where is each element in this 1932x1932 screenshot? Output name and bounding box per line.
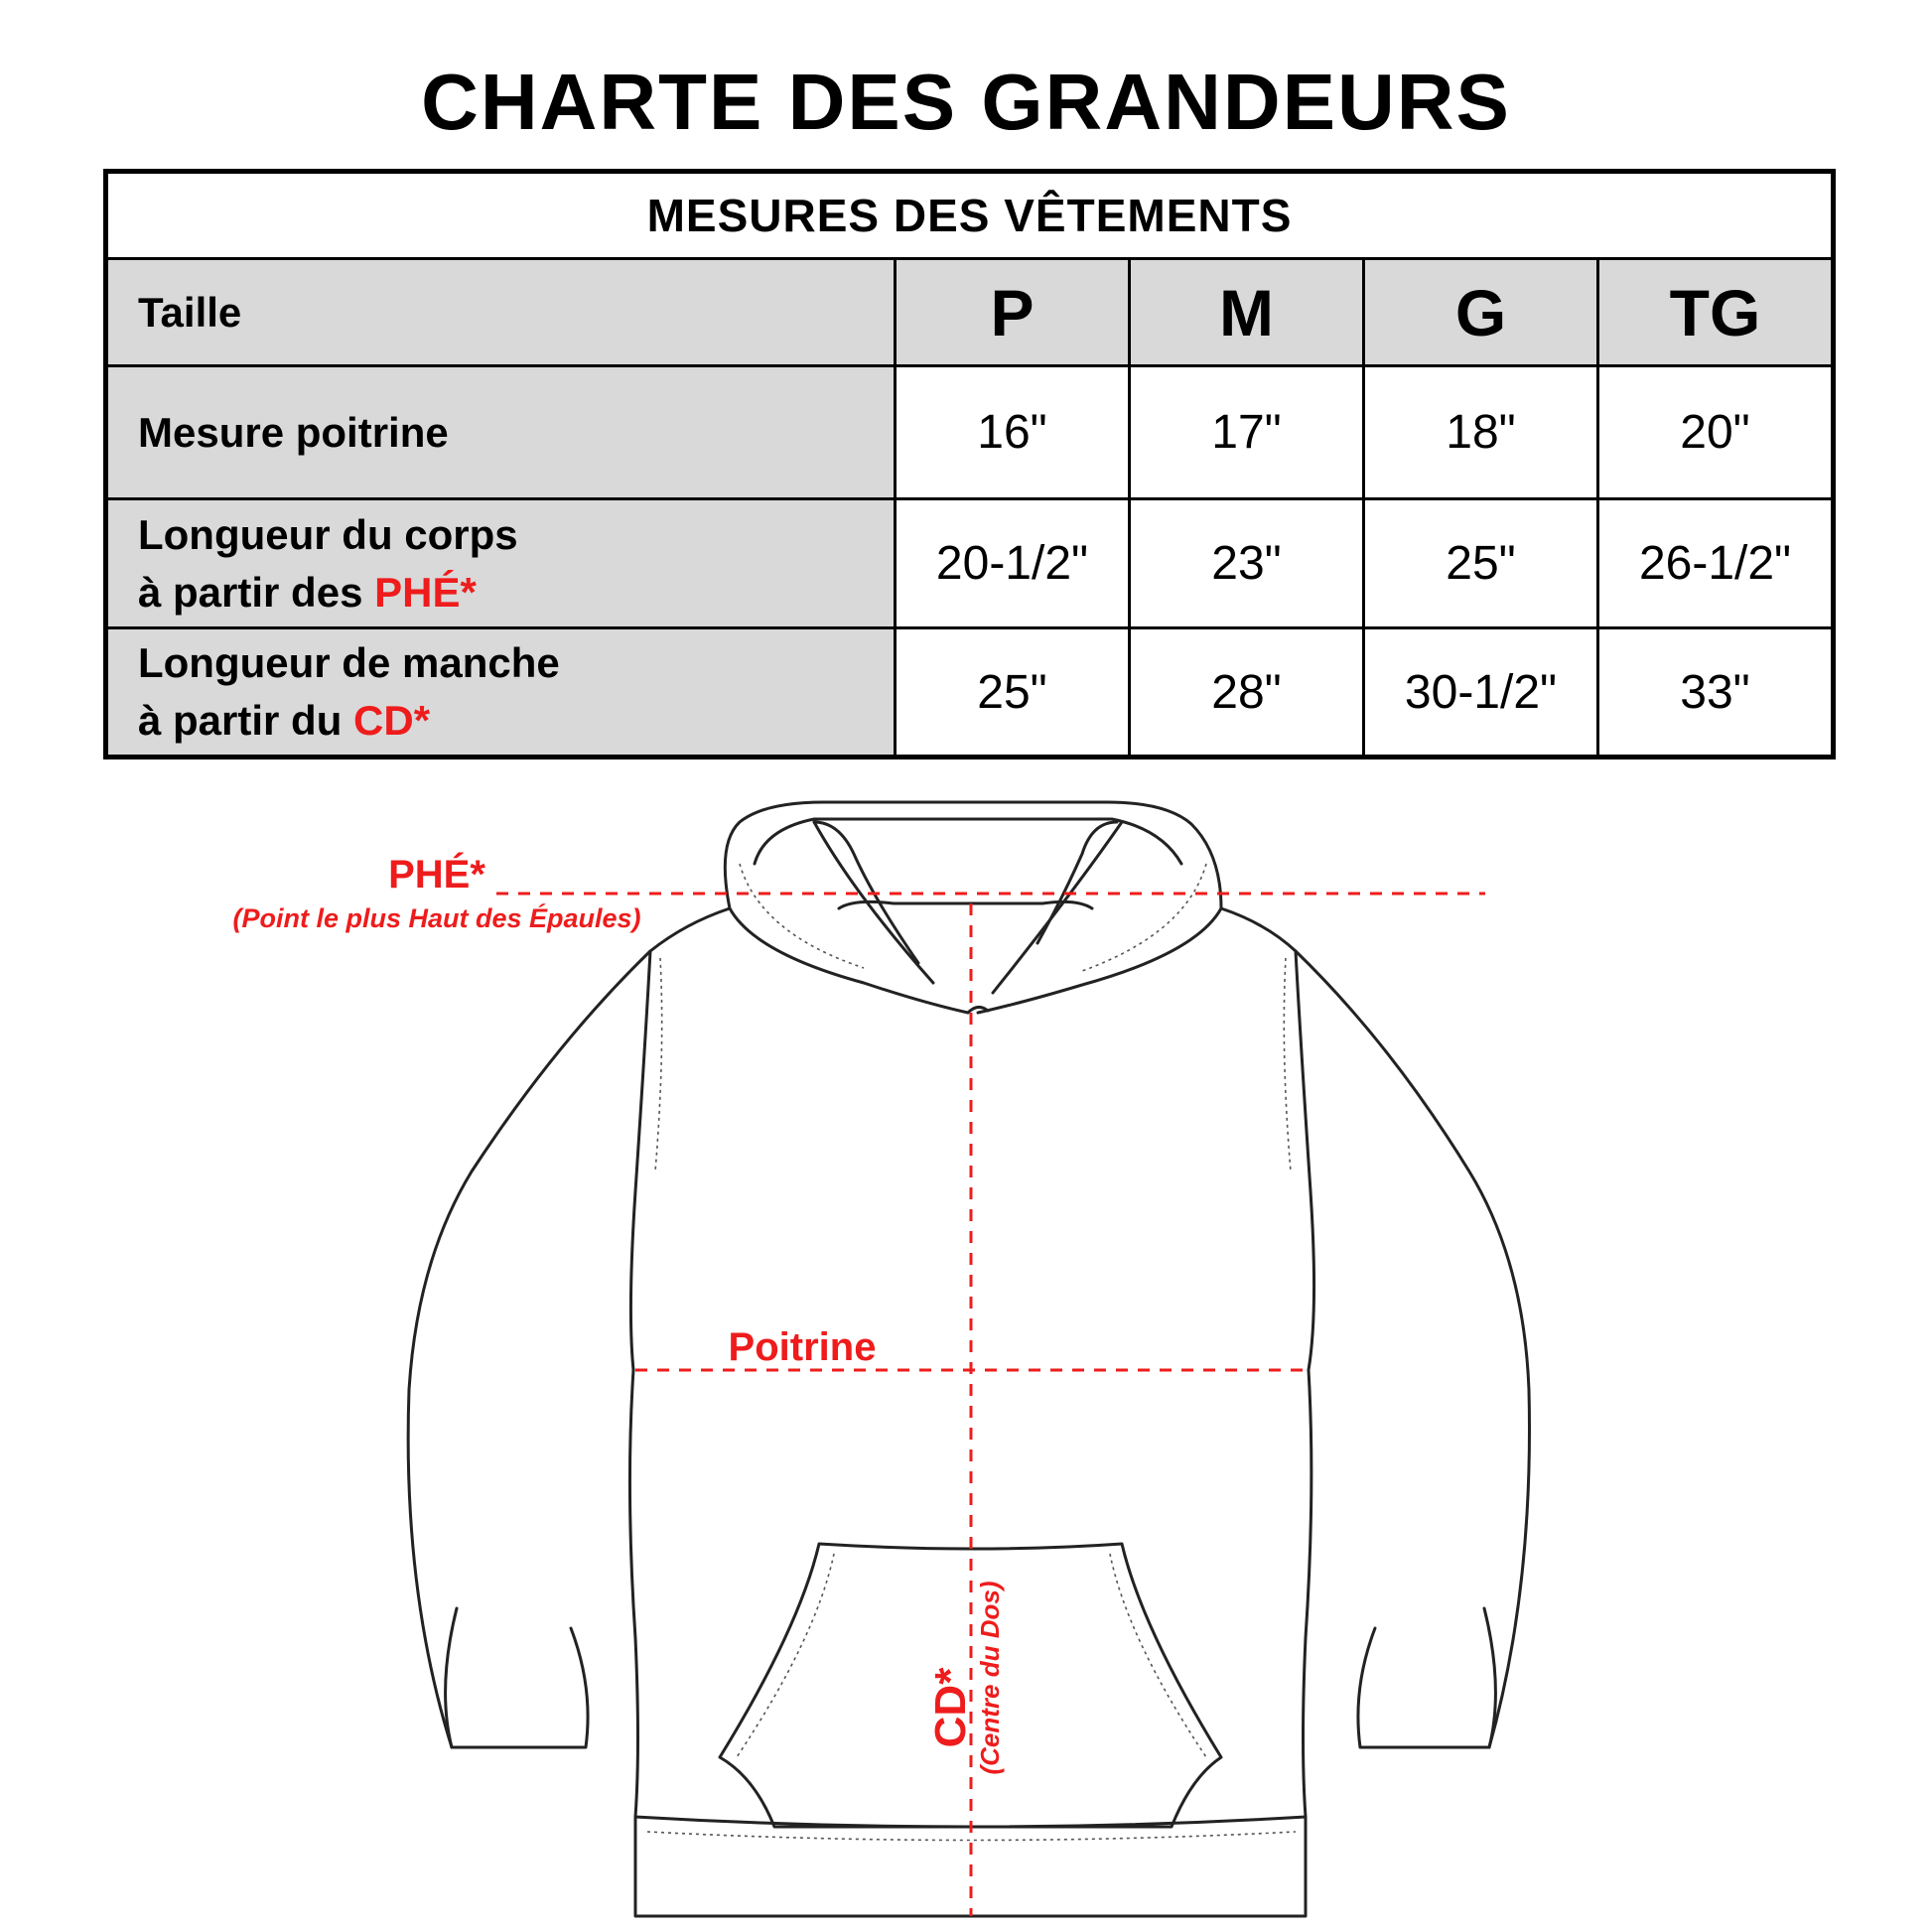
hoodie-outline-icon: [408, 802, 1529, 1916]
phe-sublabel: [232, 902, 640, 933]
row-label-line1: Longueur de manche: [138, 639, 560, 686]
cell-body-tg: 26-1/2": [1598, 499, 1834, 628]
size-table: [103, 169, 1836, 759]
cell-sleeve-p: 25": [896, 628, 1130, 758]
phe-label: PHÉ*: [388, 853, 485, 897]
cell-chest-p: 16": [896, 366, 1130, 499]
cd-label: CD*: [926, 1667, 975, 1748]
cell-chest-g: 18": [1364, 366, 1598, 499]
table-row-body-length: [106, 499, 1834, 628]
row-label-sleeve-length: [106, 628, 896, 758]
size-label: Taille: [106, 259, 896, 366]
size-m: M: [1130, 259, 1364, 366]
row-label-line2: à partir du: [138, 697, 354, 744]
cell-sleeve-tg: 33": [1598, 628, 1834, 758]
table-row-chest: [106, 366, 1834, 499]
row-label-line1: Mesure poitrine: [138, 408, 449, 456]
cd-sublabel: (Centre du Dos): [975, 1581, 1005, 1775]
table-row-sleeve-length: [106, 628, 1834, 758]
cell-body-g: 25": [1364, 499, 1598, 628]
chest-label: Poitrine: [728, 1325, 877, 1369]
cell-sleeve-m: 28": [1130, 628, 1364, 758]
cell-sleeve-g: 30-1/2": [1364, 628, 1598, 758]
size-g: G: [1364, 259, 1598, 366]
hoodie-measurement-diagram: [0, 774, 1932, 1932]
cell-body-m: 23": [1130, 499, 1364, 628]
size-tg: TG: [1598, 259, 1834, 366]
chart-title: CHARTE DES GRANDEURS: [421, 58, 1511, 146]
row-label-chest: [106, 366, 896, 499]
size-p: P: [896, 259, 1130, 366]
cell-chest-tg: 20": [1598, 366, 1834, 499]
cell-chest-m: 17": [1130, 366, 1364, 499]
table-heading: MESURES DES VÊTEMENTS: [106, 172, 1834, 259]
row-label-line2: à partir des: [138, 568, 375, 616]
phe-marker: PHÉ*: [374, 568, 477, 616]
cell-body-p: 20-1/2": [896, 499, 1130, 628]
phe-sublabel-open: (: [232, 903, 242, 933]
phe-sublabel-text: Point le plus Haut des Épaules): [241, 903, 641, 933]
row-label-body-length: [106, 499, 896, 628]
cd-marker: CD*: [353, 697, 431, 744]
size-header-row: [106, 259, 1834, 366]
row-label-line1: Longueur du corps: [138, 510, 518, 558]
